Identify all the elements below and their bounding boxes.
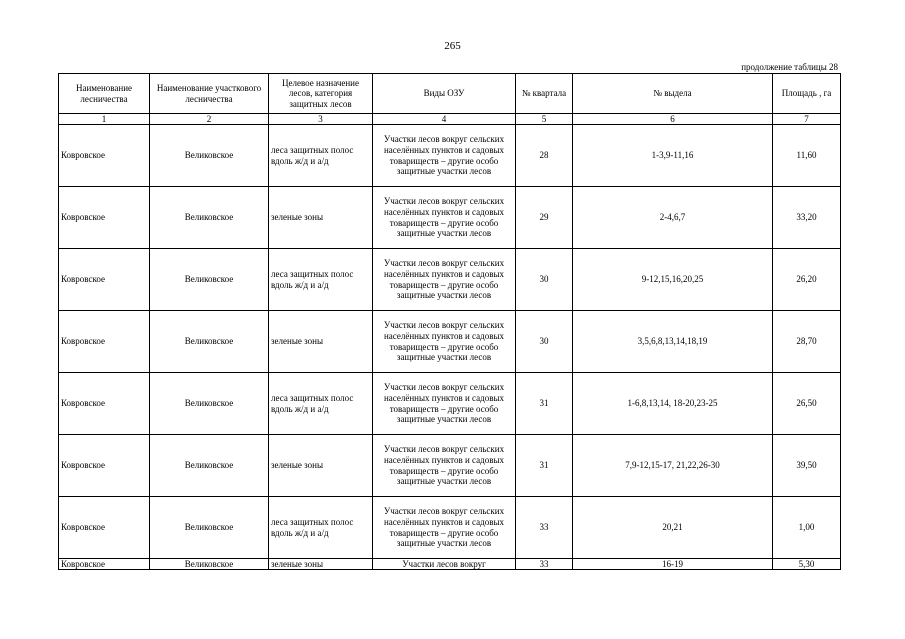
cell-allotment: 3,5,6,8,13,14,18,19 (573, 311, 773, 373)
cell-allotment: 7,9-12,15-17, 21,22,26-30 (573, 435, 773, 497)
header-quarter: № квартала (516, 74, 573, 114)
cell-forestry: Ковровское (59, 125, 150, 187)
cell-quarter: 28 (516, 125, 573, 187)
cell-purpose: леса защитных полос вдоль ж/д и а/д (269, 125, 373, 187)
cell-area: 11,60 (773, 125, 841, 187)
cell-ozu: Участки лесов вокруг сельских населённых пунктов и садовых товариществ – другие особо защитные участки лесов (373, 311, 516, 373)
cell-forestry: Ковровское (59, 373, 150, 435)
column-number: 7 (773, 114, 841, 125)
cell-purpose: леса защитных полос вдоль ж/д и а/д (269, 249, 373, 311)
cell-forestry: Ковровское (59, 249, 150, 311)
cell-district: Великовское (150, 435, 269, 497)
cell-purpose: зеленые зоны (269, 311, 373, 373)
table-row (59, 435, 841, 497)
cell-purpose: зеленые зоны (269, 435, 373, 497)
cell-area: 26,20 (773, 249, 841, 311)
header-district: Наименование участкового лесничества (150, 74, 269, 114)
forest-table (58, 73, 841, 570)
cell-forestry: Ковровское (59, 435, 150, 497)
cell-purpose: леса защитных полос вдоль ж/д и а/д (269, 373, 373, 435)
cell-purpose: зеленые зоны (269, 187, 373, 249)
cell-area: 33,20 (773, 187, 841, 249)
column-number: 3 (269, 114, 373, 125)
cell-area: 39,50 (773, 435, 841, 497)
header-ozu: Виды ОЗУ (373, 74, 516, 114)
cell-area: 26,50 (773, 373, 841, 435)
header-purpose: Целевое назначение лесов, категория защитных лесов (269, 74, 373, 114)
cell-ozu: Участки лесов вокруг (373, 559, 516, 570)
cell-district: Великовское (150, 373, 269, 435)
table-header-row (59, 74, 841, 114)
cell-district: Великовское (150, 497, 269, 559)
cell-ozu: Участки лесов вокруг сельских населённых пунктов и садовых товариществ – другие особо защитные участки лесов (373, 125, 516, 187)
cell-ozu: Участки лесов вокруг сельских населённых пунктов и садовых товариществ – другие особо защитные участки лесов (373, 497, 516, 559)
cell-allotment: 16-19 (573, 559, 773, 570)
column-number: 4 (373, 114, 516, 125)
cell-ozu: Участки лесов вокруг сельских населённых пунктов и садовых товариществ – другие особо защитные участки лесов (373, 373, 516, 435)
table-row (59, 559, 841, 570)
cell-forestry: Ковровское (59, 497, 150, 559)
cell-allotment: 20,21 (573, 497, 773, 559)
cell-ozu: Участки лесов вокруг сельских населённых пунктов и садовых товариществ – другие особо защитные участки лесов (373, 435, 516, 497)
cell-quarter: 31 (516, 373, 573, 435)
cell-quarter: 31 (516, 435, 573, 497)
cell-quarter: 33 (516, 497, 573, 559)
header-area: Площадь , га (773, 74, 841, 114)
cell-district: Великовское (150, 125, 269, 187)
cell-district: Великовское (150, 559, 269, 570)
cell-quarter: 33 (516, 559, 573, 570)
table-row (59, 249, 841, 311)
cell-quarter: 30 (516, 249, 573, 311)
cell-ozu: Участки лесов вокруг сельских населённых пунктов и садовых товариществ – другие особо защитные участки лесов (373, 249, 516, 311)
cell-allotment: 1-3,9-11,16 (573, 125, 773, 187)
table-row (59, 187, 841, 249)
cell-district: Великовское (150, 249, 269, 311)
column-number: 2 (150, 114, 269, 125)
cell-purpose: зеленые зоны (269, 559, 373, 570)
cell-allotment: 1-6,8,13,14, 18-20,23-25 (573, 373, 773, 435)
cell-quarter: 30 (516, 311, 573, 373)
cell-allotment: 9-12,15,16,20,25 (573, 249, 773, 311)
table-row (59, 373, 841, 435)
table-row (59, 497, 841, 559)
cell-area: 28,70 (773, 311, 841, 373)
table-continuation-label: продолжение таблицы 28 (741, 62, 838, 72)
column-number-row (59, 114, 841, 125)
table-row (59, 125, 841, 187)
column-number: 6 (573, 114, 773, 125)
cell-ozu: Участки лесов вокруг сельских населённых пунктов и садовых товариществ – другие особо защитные участки лесов (373, 187, 516, 249)
column-number: 1 (59, 114, 150, 125)
cell-forestry: Ковровское (59, 187, 150, 249)
column-number: 5 (516, 114, 573, 125)
cell-quarter: 29 (516, 187, 573, 249)
header-forestry: Наименование лесничества (59, 74, 150, 114)
table-row (59, 311, 841, 373)
page-number: 265 (444, 40, 461, 52)
cell-district: Великовское (150, 187, 269, 249)
cell-forestry: Ковровское (59, 559, 150, 570)
cell-area: 1,00 (773, 497, 841, 559)
header-allotment: № выдела (573, 74, 773, 114)
cell-forestry: Ковровское (59, 311, 150, 373)
cell-area: 5,30 (773, 559, 841, 570)
cell-allotment: 2-4,6,7 (573, 187, 773, 249)
cell-purpose: леса защитных полос вдоль ж/д и а/д (269, 497, 373, 559)
cell-district: Великовское (150, 311, 269, 373)
